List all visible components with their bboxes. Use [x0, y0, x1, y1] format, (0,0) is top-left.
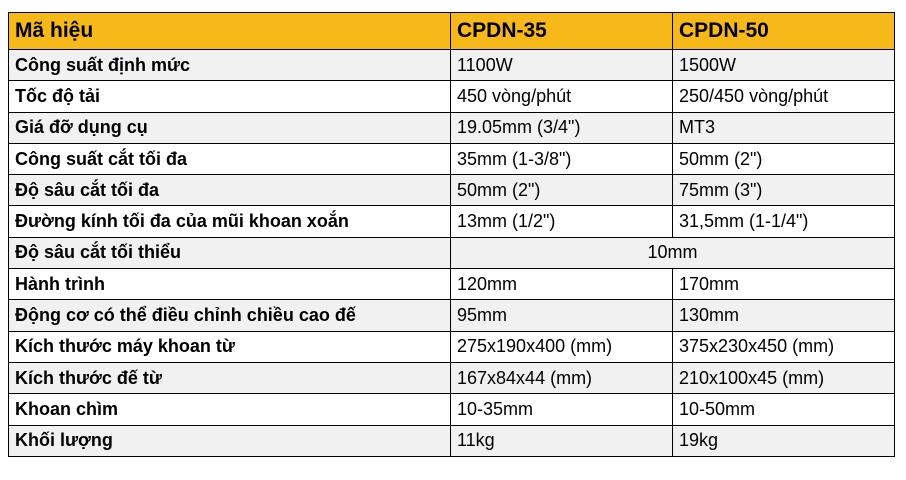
table-header-row	[9, 13, 895, 50]
cell-cpdn-50: 1500W	[673, 50, 895, 81]
table-row	[9, 394, 895, 425]
cell-cpdn-35: 450 vòng/phút	[451, 81, 673, 112]
cell-cpdn-35: 13mm (1/2")	[451, 206, 673, 237]
cell-cpdn-50: 210x100x45 (mm)	[673, 362, 895, 393]
row-label: Giá đỡ dụng cụ	[9, 112, 451, 143]
table-row	[9, 269, 895, 300]
table-row	[9, 112, 895, 143]
table-row	[9, 143, 895, 174]
cell-cpdn-50: 19kg	[673, 425, 895, 456]
row-label: Công suất cắt tối đa	[9, 143, 451, 174]
cell-cpdn-50: MT3	[673, 112, 895, 143]
header-model-code: Mã hiệu	[9, 13, 451, 50]
row-label: Tốc độ tải	[9, 81, 451, 112]
table-row	[9, 50, 895, 81]
header-cpdn-35: CPDN-35	[451, 13, 673, 50]
header-cpdn-50: CPDN-50	[673, 13, 895, 50]
spec-table-container	[8, 12, 894, 457]
row-label: Kích thước đế từ	[9, 362, 451, 393]
cell-cpdn-50: 130mm	[673, 300, 895, 331]
row-label: Công suất định mức	[9, 50, 451, 81]
table-row	[9, 237, 895, 268]
row-label: Hành trình	[9, 269, 451, 300]
table-row	[9, 425, 895, 456]
spec-table	[8, 12, 895, 457]
cell-cpdn-35: 50mm (2")	[451, 175, 673, 206]
row-label: Khoan chìm	[9, 394, 451, 425]
table-row	[9, 175, 895, 206]
cell-cpdn-35: 35mm (1-3/8")	[451, 143, 673, 174]
row-label: Động cơ có thể điều chỉnh chiều cao đế	[9, 300, 451, 331]
table-row	[9, 362, 895, 393]
cell-merged-value: 10mm	[451, 237, 895, 268]
cell-cpdn-50: 10-50mm	[673, 394, 895, 425]
row-label: Đường kính tối đa của mũi khoan xoắn	[9, 206, 451, 237]
cell-cpdn-35: 95mm	[451, 300, 673, 331]
cell-cpdn-35: 19.05mm (3/4")	[451, 112, 673, 143]
cell-cpdn-50: 170mm	[673, 269, 895, 300]
table-row	[9, 331, 895, 362]
cell-cpdn-50: 50mm (2")	[673, 143, 895, 174]
cell-cpdn-50: 75mm (3")	[673, 175, 895, 206]
cell-cpdn-35: 1100W	[451, 50, 673, 81]
table-row	[9, 206, 895, 237]
row-label: Độ sâu cắt tối đa	[9, 175, 451, 206]
cell-cpdn-35: 275x190x400 (mm)	[451, 331, 673, 362]
cell-cpdn-35: 11kg	[451, 425, 673, 456]
cell-cpdn-50: 250/450 vòng/phút	[673, 81, 895, 112]
cell-cpdn-50: 31,5mm (1-1/4")	[673, 206, 895, 237]
row-label: Độ sâu cắt tối thiểu	[9, 237, 451, 268]
cell-cpdn-35: 10-35mm	[451, 394, 673, 425]
table-row	[9, 81, 895, 112]
row-label: Khối lượng	[9, 425, 451, 456]
cell-cpdn-50: 375x230x450 (mm)	[673, 331, 895, 362]
cell-cpdn-35: 120mm	[451, 269, 673, 300]
row-label: Kích thước máy khoan từ	[9, 331, 451, 362]
table-row	[9, 300, 895, 331]
cell-cpdn-35: 167x84x44 (mm)	[451, 362, 673, 393]
